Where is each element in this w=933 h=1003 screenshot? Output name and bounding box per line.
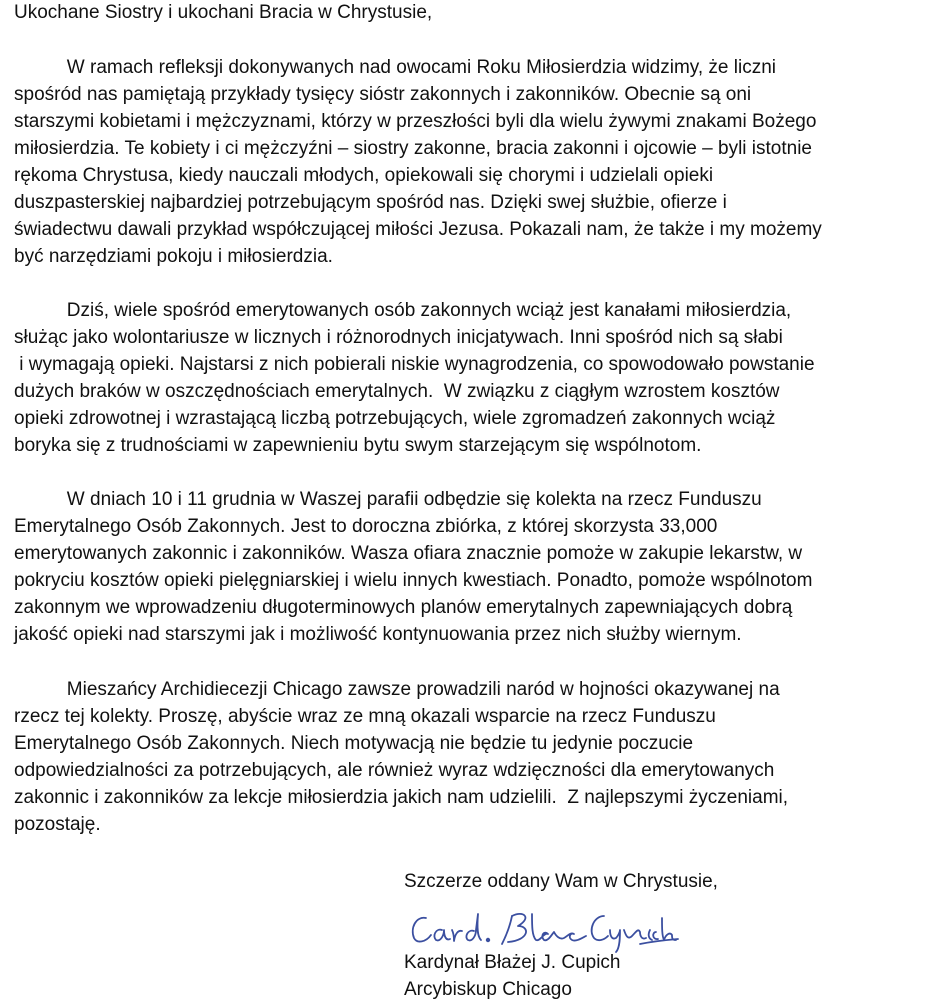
paragraph-line: W ramach refleksji dokonywanych nad owocami Roku Miłosierdzia widzimy, że liczni: [14, 57, 777, 78]
paragraph-line: W dniach 10 i 11 grudnia w Waszej parafii odbędzie się kolekta na rzecz Funduszu: [14, 489, 762, 510]
paragraph-line: spośród nas pamiętają przykłady tysięcy sióstr zakonnych i zakonników. Obecnie są oni: [14, 84, 752, 105]
paragraph-line: Emerytalnego Osób Zakonnych. Niech motywacją nie będzie tu jedynie poczucie: [14, 733, 694, 754]
paragraph-line: boryka się z trudnościami w zapewnieniu bytu swym starzejącym się wspólnotom.: [14, 435, 702, 456]
paragraph-line: Emerytalnego Osób Zakonnych. Jest to doroczna zbiórka, z której skorzysta 33,000: [14, 516, 718, 537]
paragraph-line: starszymi kobietami i mężczyznami, którzy w przeszłości byli dla wielu żywymi znakami Bożego: [14, 111, 817, 132]
paragraph-line: służąc jako wolontariusze w licznych i różnorodnych inicjatywach. Inni spośród nich są słabi: [14, 327, 783, 348]
closing-text: Szczerze oddany Wam w Chrystusie,: [404, 871, 718, 892]
paragraph-line: zakonnic i zakonników za lekcje miłosierdzia jakich nam udzielili. Z najlepszymi życzeniami,: [14, 787, 789, 808]
paragraph-line: rzecz tej kolekty. Proszę, abyście wraz ze mną okazali wsparcie na rzecz Funduszu: [14, 706, 716, 727]
salutation: Ukochane Siostry i ukochani Bracia w Chrystusie,: [14, 2, 433, 23]
paragraph-line: duszpasterskiej najbardziej potrzebującym spośród nas. Dzięki swej służbie, ofierze i: [14, 192, 727, 213]
paragraph-line: być narzędziami pokoju i miłosierdzia.: [14, 246, 333, 267]
paragraph-line: świadectwu dawali przykład współczującej miłości Jezusa. Pokazali nam, że także i my możemy: [14, 219, 822, 240]
paragraph-line: zakonnym we wprowadzeniu długoterminowych planów emerytalnych zapewniających dobrą: [14, 597, 793, 618]
paragraph-line: jakość opieki nad starszymi jak i możliwość kontynuowania przez nich służby wiernym.: [14, 624, 742, 645]
handwritten-signature: [404, 902, 684, 954]
paragraph-line: Mieszańcy Archidiecezji Chicago zawsze prowadzili naród w hojności okazywanej na: [14, 679, 780, 700]
paragraph-line: pozostaję.: [14, 814, 101, 835]
paragraph-line: dużych braków w oszczędnościach emerytalnych. W związku z ciągłym wzrostem kosztów: [14, 381, 780, 402]
paragraph-line: miłosierdzia. Te kobiety i ci mężczyźni – siostry zakonne, bracia zakonni i ojcowie – byli istotnie: [14, 138, 812, 159]
paragraph-line: pokryciu kosztów opieki pielęgniarskiej i wielu innych kwestiach. Ponadto, pomoże wspólnotom: [14, 570, 813, 591]
paragraph-line: rękoma Chrystusa, kiedy nauczali młodych, opiekowali się chorymi i udzielali opieki: [14, 165, 714, 186]
signatory-name: Kardynał Błażej J. Cupich: [404, 952, 621, 973]
paragraph-line: emerytowanych zakonnic i zakonników. Wasza ofiara znacznie pomoże w zakupie lekarstw, w: [14, 543, 803, 564]
paragraph-line: i wymagają opieki. Najstarsi z nich pobierali niskie wynagrodzenia, co spowodowało powstanie: [14, 354, 815, 375]
signatory-title: Arcybiskup Chicago: [404, 979, 572, 1000]
paragraph-line: Dziś, wiele spośród emerytowanych osób zakonnych wciąż jest kanałami miłosierdzia,: [14, 300, 792, 321]
paragraph-line: opieki zdrowotnej i wzrastającą liczbą potrzebujących, wiele zgromadzeń zakonnych wciąż: [14, 408, 776, 429]
paragraph-line: odpowiedzialności za potrzebujących, ale również wyraz wdzięczności dla emerytowanych: [14, 760, 775, 781]
